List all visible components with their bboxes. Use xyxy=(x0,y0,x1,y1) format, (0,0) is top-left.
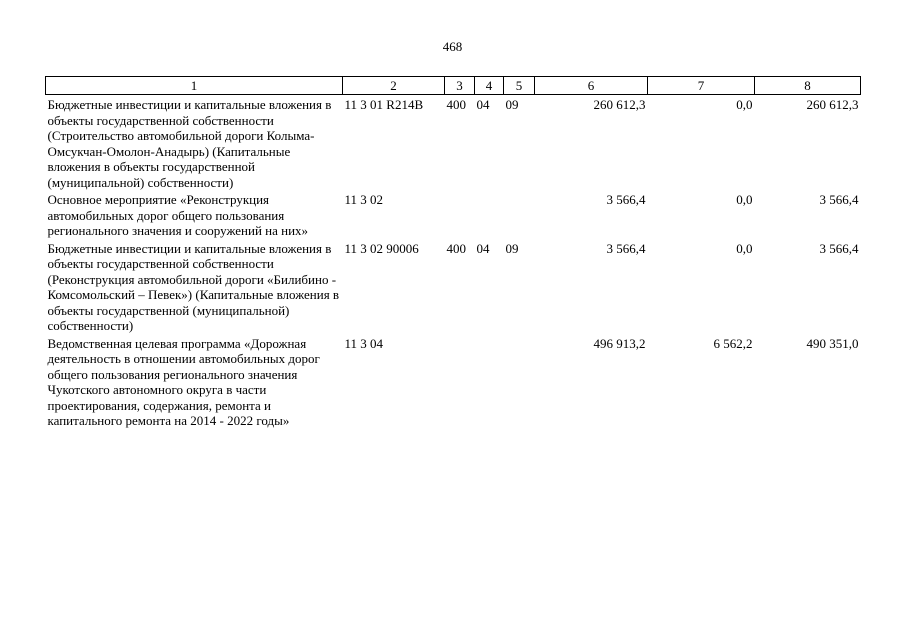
row-col-3: 400 xyxy=(446,240,466,256)
row-col-6: 496 913,2 xyxy=(593,335,646,351)
row-col-7: 6 562,2 xyxy=(713,335,753,351)
row-col-8: 3 566,4 xyxy=(819,192,859,207)
header-col-4: 4 xyxy=(475,77,504,95)
table-row xyxy=(46,190,861,239)
row-col-3: 400 xyxy=(446,97,466,112)
row-col-5: 09 xyxy=(505,97,519,112)
row-code: 11 3 02 90006 xyxy=(344,240,419,256)
row-col-4 xyxy=(475,334,504,429)
row-col-5 xyxy=(504,190,535,239)
row-col-8: 260 612,3 xyxy=(806,97,859,112)
table-row xyxy=(46,95,861,191)
row-col-7: 0,0 xyxy=(736,192,753,207)
row-code: 11 3 01 R214B xyxy=(344,97,424,112)
header-col-6: 6 xyxy=(535,77,648,95)
row-code: 11 3 02 xyxy=(344,192,384,207)
row-col-3 xyxy=(445,334,475,429)
row-col-5 xyxy=(504,334,535,429)
header-col-3: 3 xyxy=(445,77,475,95)
row-name: Основное мероприятие «Реконструкция автомобильных дорог общего пользования регионального значения и сооружений на них» xyxy=(47,192,309,238)
row-col-6: 260 612,3 xyxy=(593,97,646,112)
row-col-8: 490 351,0 xyxy=(806,335,859,351)
table-row xyxy=(46,334,861,429)
row-col-3 xyxy=(445,190,475,239)
row-name: Бюджетные инвестиции и капитальные вложения в объекты государственной собственности (Строительство автомобильной дороги Колыма-Омсукчан-Омолон-Анадырь) (Капитальные вложения в объекты государственной (муниципальной) собственности) xyxy=(47,97,332,190)
row-col-7: 0,0 xyxy=(736,240,753,256)
budget-table xyxy=(45,76,861,429)
row-name: Бюджетные инвестиции и капитальные вложения в объекты государственной собственности (Реконструкция автомобильной дороги «Билибино - Комсомольский – Певек») (Капитальные вложения в объекты государственной (муниципальной) собственности) xyxy=(47,240,340,333)
row-col-8: 3 566,4 xyxy=(819,240,859,256)
header-col-8: 8 xyxy=(755,77,861,95)
row-col-6: 3 566,4 xyxy=(606,240,646,256)
row-code: 11 3 04 xyxy=(344,335,384,351)
page-number: 468 xyxy=(442,39,463,54)
header-col-7: 7 xyxy=(648,77,755,95)
row-col-4: 04 xyxy=(476,97,490,112)
row-col-4: 04 xyxy=(476,240,490,256)
row-col-5: 09 xyxy=(505,240,519,256)
table-row xyxy=(46,239,861,334)
row-col-4 xyxy=(475,190,504,239)
header-col-2: 2 xyxy=(343,77,445,95)
header-col-5: 5 xyxy=(504,77,535,95)
header-col-1: 1 xyxy=(46,77,343,95)
header-row xyxy=(46,77,861,95)
row-col-7: 0,0 xyxy=(736,97,753,112)
row-col-6: 3 566,4 xyxy=(606,192,646,207)
row-name: Ведомственная целевая программа «Дорожная деятельность в отношении автомобильных дорог общего пользования регионального значения Чукотского автономного округа в части проектирования, содержания, ремонта и капитального ремонта на 2014 - 2022 годы» xyxy=(47,335,320,428)
